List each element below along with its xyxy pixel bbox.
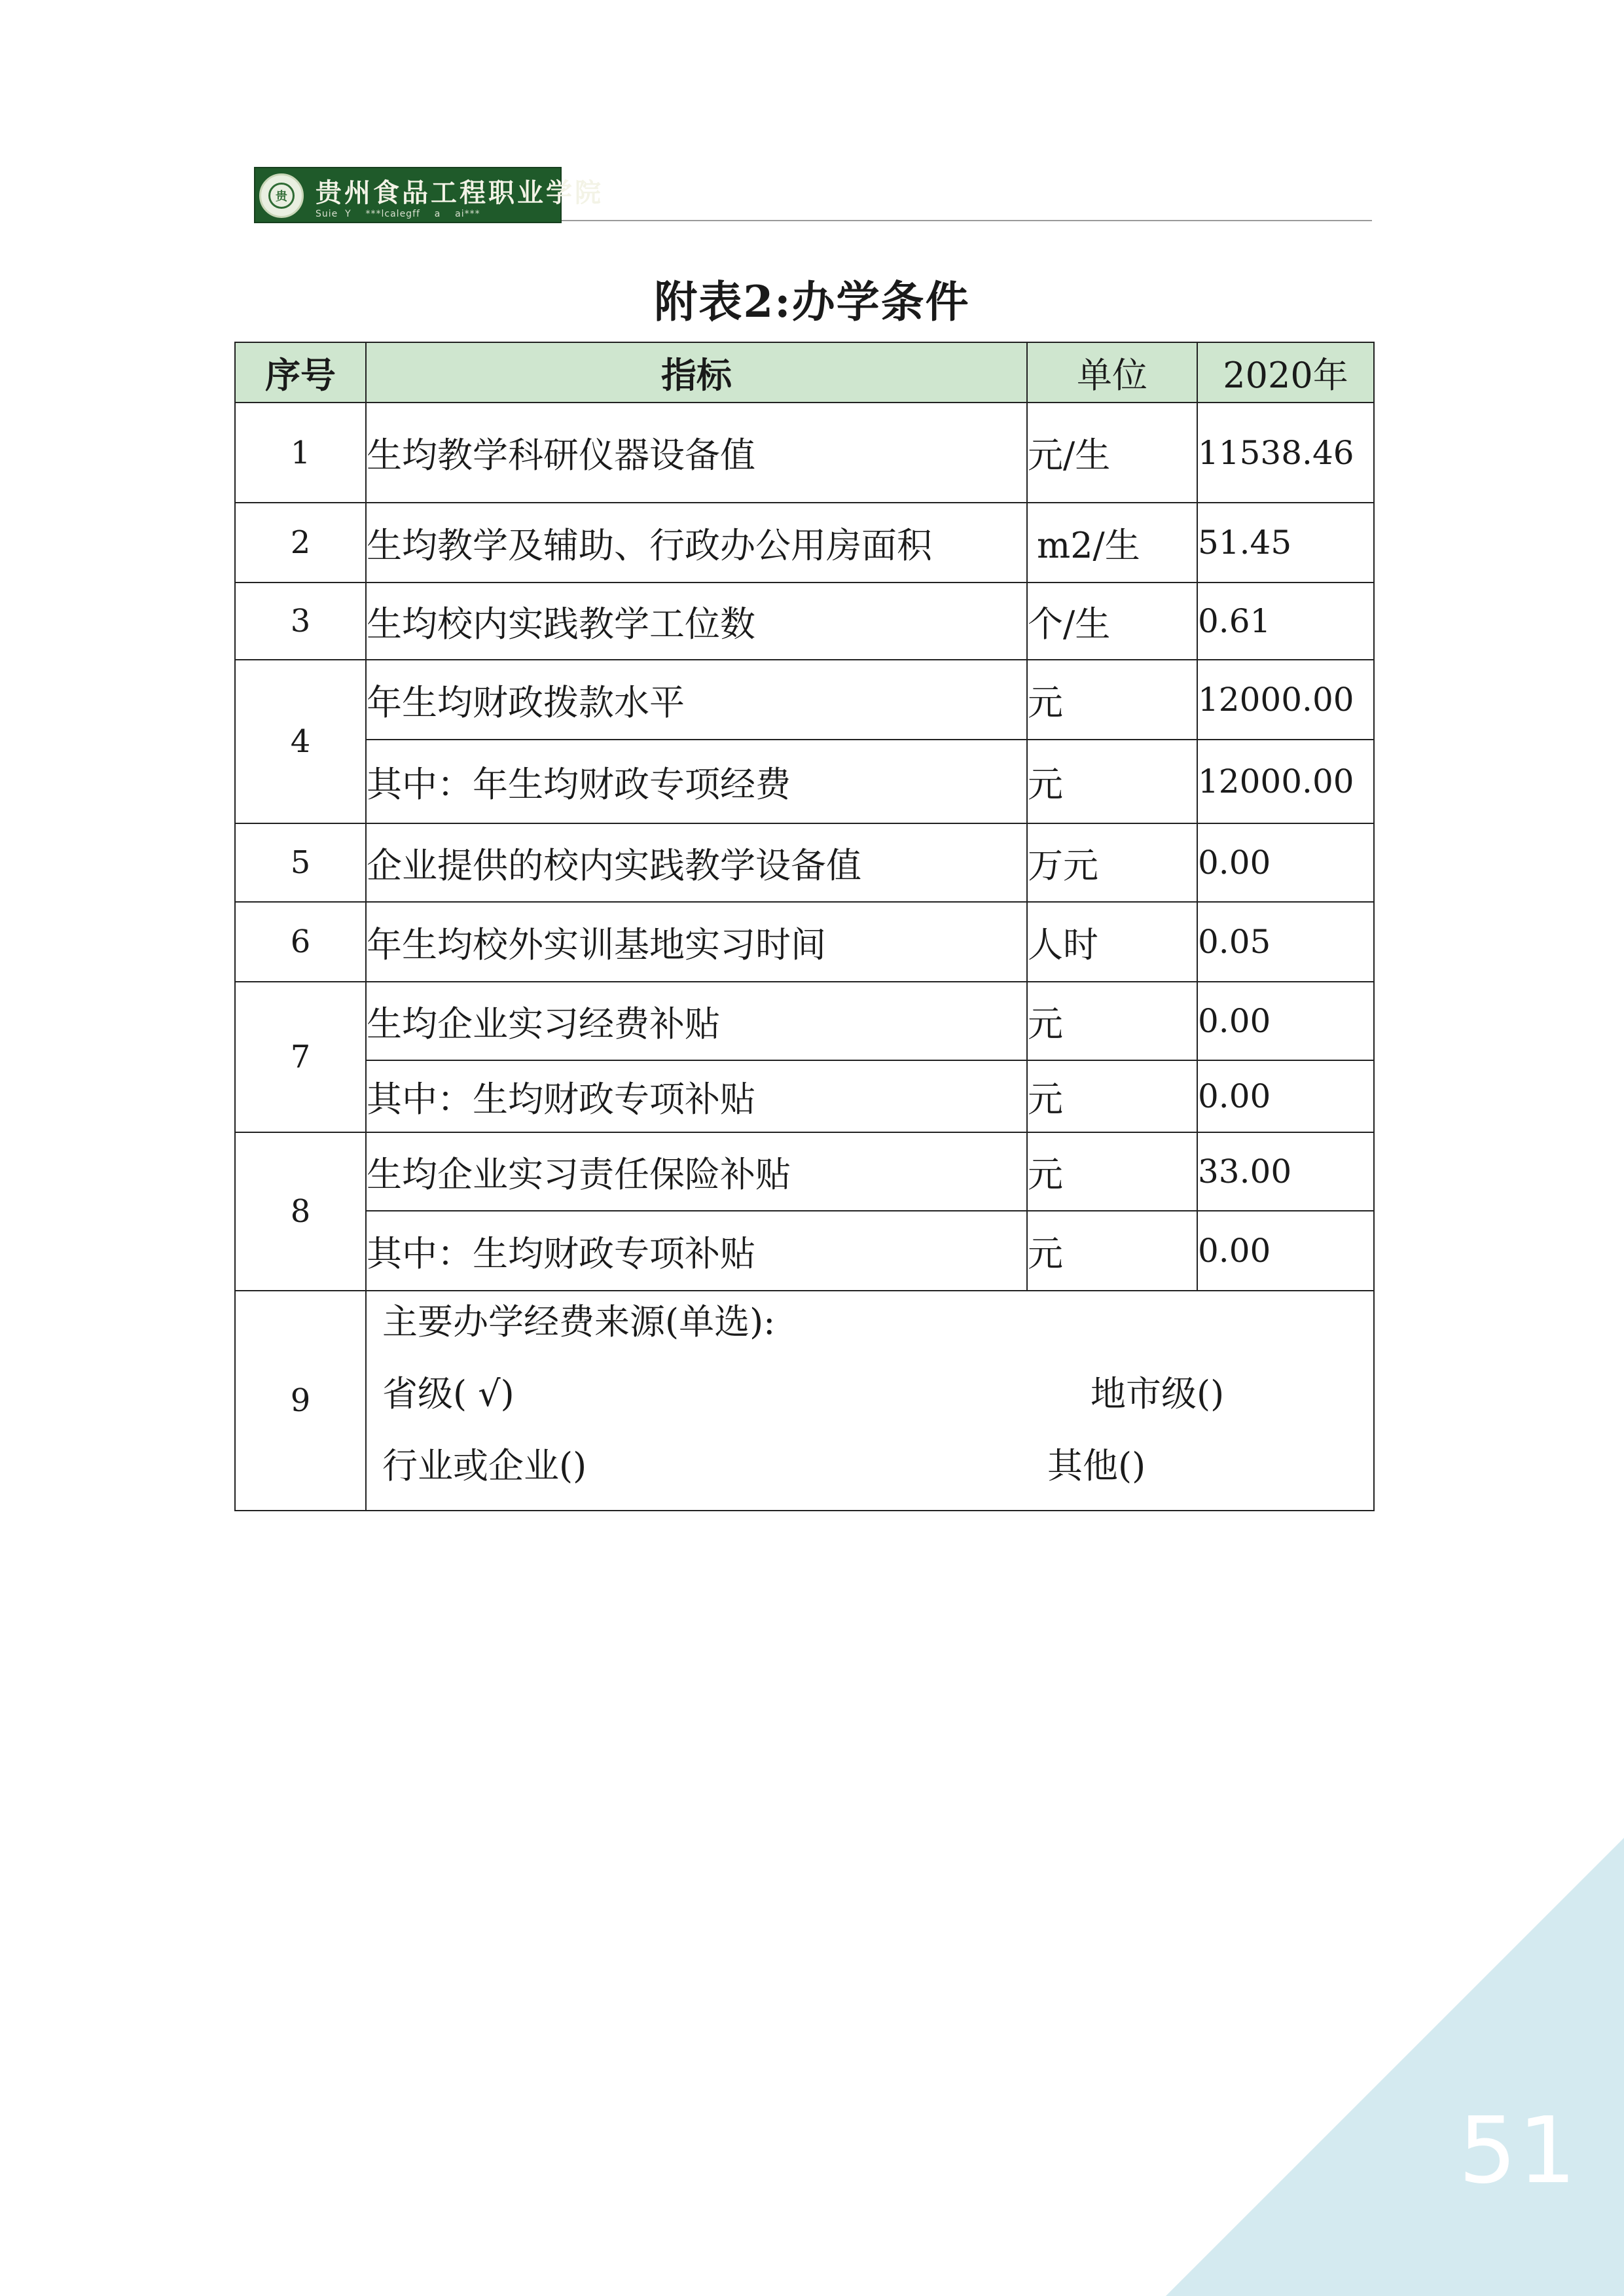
row-indicator: 生均教学及辅助、行政办公用房面积	[366, 503, 1027, 583]
row-unit: 元	[1027, 1132, 1197, 1211]
option-city: 地市级()	[1091, 1373, 1225, 1414]
row-sub-unit: 元	[1027, 1211, 1197, 1291]
table-row	[235, 503, 1374, 583]
row-number: 3	[235, 583, 366, 660]
row-value: 51.45	[1197, 503, 1374, 583]
row-value: 11538.46	[1197, 403, 1374, 503]
table-subrow	[235, 1211, 1374, 1291]
table-row	[235, 982, 1374, 1060]
row-value: 0.00	[1197, 982, 1374, 1060]
row-value: 0.05	[1197, 902, 1374, 982]
row-number: 4	[235, 660, 366, 823]
row-sub-indicator: 其中：年生均财政专项经费	[366, 740, 1027, 823]
column-header-indicator: 指标	[366, 342, 1027, 403]
table-row	[235, 660, 1374, 740]
page-title: 附表2:办学条件	[654, 276, 970, 327]
table-header-row	[235, 342, 1374, 403]
school-name-cn: 贵州食品工程职业学院	[316, 177, 604, 208]
option-provincial: 省级( √)	[382, 1373, 514, 1414]
row-value: 0.00	[1197, 823, 1374, 902]
row-indicator: 年生均校外实训基地实习时间	[366, 902, 1027, 982]
school-name-en: Suie Y ***lcalegff a ai***	[316, 209, 480, 219]
table-row	[235, 583, 1374, 660]
row-number: 7	[235, 982, 366, 1132]
funding-source-cell	[366, 1291, 1374, 1511]
row-sub-indicator: 其中：生均财政专项补贴	[366, 1211, 1027, 1291]
table-row-funding-source	[235, 1291, 1374, 1511]
school-logo	[254, 167, 604, 223]
funding-source-heading: 主要办学经费来源(单选):	[382, 1301, 776, 1342]
row-sub-indicator: 其中：生均财政专项补贴	[366, 1060, 1027, 1132]
option-industry: 行业或企业()	[382, 1445, 587, 1486]
row-unit: 万元	[1027, 823, 1197, 902]
row-value: 0.61	[1197, 583, 1374, 660]
row-unit: 元/生	[1027, 403, 1197, 503]
corner-decoration	[1166, 1838, 1624, 2296]
table-subrow	[235, 740, 1374, 823]
table-row	[235, 902, 1374, 982]
row-value: 12000.00	[1197, 660, 1374, 740]
row-sub-value: 0.00	[1197, 1060, 1374, 1132]
emblem-mark: 贵	[268, 183, 295, 209]
header-divider	[562, 220, 1372, 221]
row-number: 1	[235, 403, 366, 503]
row-indicator: 生均企业实习责任保险补贴	[366, 1132, 1027, 1211]
row-unit: 元	[1027, 660, 1197, 740]
row-value: 33.00	[1197, 1132, 1374, 1211]
row-number: 5	[235, 823, 366, 902]
table-row	[235, 1132, 1374, 1211]
row-indicator: 企业提供的校内实践教学设备值	[366, 823, 1027, 902]
page-number: 51	[1458, 2098, 1578, 2204]
conditions-table	[234, 342, 1375, 1511]
row-sub-value: 0.00	[1197, 1211, 1374, 1291]
row-indicator: 生均教学科研仪器设备值	[366, 403, 1027, 503]
row-number: 2	[235, 503, 366, 583]
table-row	[235, 403, 1374, 503]
table-subrow	[235, 1060, 1374, 1132]
row-indicator: 生均校内实践教学工位数	[366, 583, 1027, 660]
row-number: 8	[235, 1132, 366, 1291]
column-header-year: 2020年	[1197, 342, 1374, 403]
table-row	[235, 823, 1374, 902]
row-unit: 个/生	[1027, 583, 1197, 660]
row-sub-unit: 元	[1027, 1060, 1197, 1132]
row-unit: 元	[1027, 982, 1197, 1060]
row-indicator: 生均企业实习经费补贴	[366, 982, 1027, 1060]
column-header-no: 序号	[235, 342, 366, 403]
row-unit: m2/生	[1027, 503, 1197, 583]
column-header-unit: 单位	[1027, 342, 1197, 403]
row-unit: 人时	[1027, 902, 1197, 982]
option-other: 其他()	[1047, 1445, 1146, 1486]
row-number: 9	[235, 1291, 366, 1511]
row-sub-unit: 元	[1027, 740, 1197, 823]
row-sub-value: 12000.00	[1197, 740, 1374, 823]
row-indicator: 年生均财政拨款水平	[366, 660, 1027, 740]
school-emblem-icon	[259, 173, 304, 218]
row-number: 6	[235, 902, 366, 982]
